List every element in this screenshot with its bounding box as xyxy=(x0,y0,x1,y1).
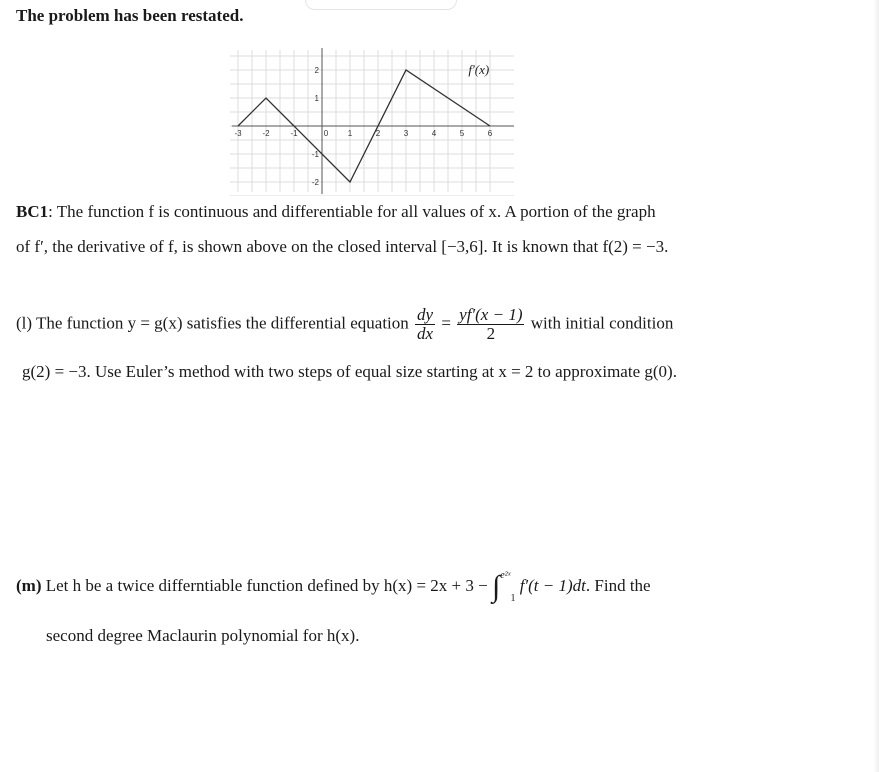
integral-lower-limit: 1 xyxy=(510,593,516,604)
x-tick-label: 2 xyxy=(375,129,381,138)
equals-sign: = xyxy=(437,313,456,333)
y-tick-label: -1 xyxy=(311,150,319,159)
integral-upper-limit: e²ˣ xyxy=(500,570,511,581)
part-m-label: (m) xyxy=(16,575,42,595)
part-m-line-1 xyxy=(16,570,651,604)
part-m-text-after: . Find the xyxy=(585,575,651,595)
dy-dx-fraction xyxy=(415,306,435,343)
part-l-line-2: g(2) = −3. Use Euler’s method with two steps of equal size starting at x = 2 to approximate g(0). xyxy=(22,362,677,381)
rhs-denominator: 2 xyxy=(486,324,496,343)
rhs-fraction xyxy=(457,306,524,343)
part-m-line-2: second degree Maclaurin polynomial for h(x). xyxy=(46,626,360,645)
top-tab-outline xyxy=(305,0,457,10)
part-l-text-before: The function y = g(x) satisfies the differential equation xyxy=(32,313,414,333)
part-l-label: (l) xyxy=(16,313,33,333)
dx-denominator: dx xyxy=(417,324,434,343)
part-l-line-1 xyxy=(16,306,673,343)
x-tick-label: -3 xyxy=(234,129,242,138)
x-tick-label: 6 xyxy=(487,129,493,138)
y-tick-label: 1 xyxy=(314,94,319,103)
x-tick-label: 4 xyxy=(431,129,437,138)
x-tick-label: 3 xyxy=(403,129,409,138)
x-tick-label: 5 xyxy=(459,129,465,138)
bc1-line-2: of f′, the derivative of f, is shown above on the closed interval [−3,6]. It is known that f(2) = −3. xyxy=(16,237,669,256)
y-tick-label: 2 xyxy=(314,66,319,75)
bc1-text-1: : The function f is continuous and differentiable for all values of x. A portion of the graph xyxy=(48,202,656,221)
part-m-text-before: Let h be a twice differntiable function defined by h(x) = 2x + 3 − xyxy=(41,575,492,595)
y-tick-label: -2 xyxy=(311,178,319,187)
x-tick-label: 0 xyxy=(323,129,329,138)
integrand: f′(t − 1)dt xyxy=(515,575,586,595)
part-l-text-after: with initial condition xyxy=(526,313,674,333)
x-tick-label: 1 xyxy=(347,129,353,138)
derivative-graph xyxy=(228,48,518,196)
integral-symbol: ∫ xyxy=(491,570,501,603)
rhs-numerator: yf′(x − 1) xyxy=(459,305,523,324)
scroll-edge xyxy=(873,0,879,772)
page-heading: The problem has been restated. xyxy=(16,6,244,25)
curve-label: f′(x) xyxy=(468,62,490,78)
bc1-label: BC1 xyxy=(16,202,49,221)
bc1-line-1 xyxy=(16,202,656,222)
x-tick-label: -2 xyxy=(262,129,270,138)
dy-numerator: dy xyxy=(417,305,434,324)
x-tick-label: -1 xyxy=(290,129,298,138)
